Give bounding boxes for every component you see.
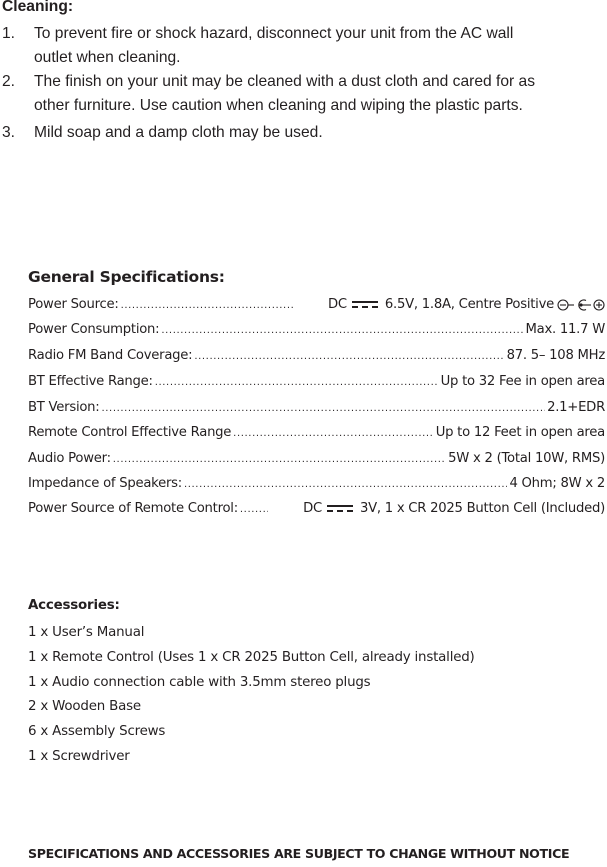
- spec-value-group: [303, 499, 605, 519]
- spec-row: [28, 346, 605, 366]
- dc-current-icon: [327, 504, 353, 514]
- list-item: 1 x Audio connection cable with 3.5mm stereo plugs: [28, 675, 371, 690]
- spec-row: [28, 320, 605, 340]
- item-number: 1.: [2, 25, 16, 42]
- dc-label: DC: [327, 297, 347, 312]
- item-text: To prevent fire or shock hazard, disconnect your unit from the AC wall: [34, 25, 514, 42]
- centre-positive-polarity-icon: [557, 298, 605, 312]
- spec-label: Audio Power:: [28, 451, 111, 466]
- spec-label: BT Version:: [28, 400, 100, 415]
- cleaning-item: [0, 22, 600, 70]
- spec-label: Power Consumption:: [28, 322, 160, 337]
- leader-dots: [233, 424, 434, 444]
- leader-dots: [240, 500, 268, 520]
- leader-dots: [155, 373, 439, 393]
- spec-value: Up to 12 Feet in open area: [435, 425, 605, 440]
- item-number: 2.: [2, 73, 16, 90]
- spec-label: Power Source:: [28, 297, 119, 312]
- leader-dots: [194, 347, 504, 367]
- spec-row: [28, 499, 605, 519]
- list-item: 2 x Wooden Base: [28, 699, 141, 714]
- spec-value: 4 Ohm; 8W x 2: [509, 476, 605, 491]
- spec-row: [28, 295, 605, 315]
- dc-label: DC: [303, 501, 322, 516]
- spec-row: [28, 474, 605, 494]
- item-text: The finish on your unit may be cleaned with a dust cloth and cared for as: [34, 73, 536, 90]
- spec-value: 87. 5– 108 MHz: [506, 348, 605, 363]
- spec-label: Radio FM Band Coverage:: [28, 348, 193, 363]
- item-number: 3.: [2, 124, 16, 141]
- spec-label: Remote Control Effective Range: [28, 425, 232, 440]
- leader-dots: [121, 296, 293, 316]
- spec-label: BT Effective Range:: [28, 374, 153, 389]
- cleaning-item: [0, 121, 600, 145]
- dc-current-icon: [352, 300, 378, 310]
- item-text: Mild soap and a damp cloth may be used.: [34, 124, 323, 141]
- list-item: 6 x Assembly Screws: [28, 724, 166, 739]
- leader-dots: [161, 321, 523, 341]
- list-item: 1 x Screwdriver: [28, 749, 130, 764]
- leader-dots: [113, 450, 446, 470]
- leader-dots: [101, 399, 545, 419]
- item-text: other furniture. Use caution when cleaning and wiping the plastic parts.: [34, 97, 523, 114]
- spec-row: [28, 372, 605, 392]
- list-item: 1 x User’s Manual: [28, 625, 145, 640]
- spec-value: Max. 11.7 W: [525, 322, 605, 337]
- spec-value: 5W x 2 (Total 10W, RMS): [448, 451, 605, 466]
- spec-label: Impedance of Speakers:: [28, 476, 182, 491]
- spec-value: Up to 32 Fee in open area: [440, 374, 605, 389]
- accessories-title: Accessories:: [28, 598, 120, 613]
- spec-value: 6.5V, 1.8A, Centre Positive: [384, 297, 554, 312]
- item-text: outlet when cleaning.: [34, 49, 181, 66]
- cleaning-item: [0, 70, 600, 118]
- spec-value: 3V, 1 x CR 2025 Button Cell (Included): [359, 501, 605, 516]
- list-item: 1 x Remote Control (Uses 1 x CR 2025 Button Cell, already installed): [28, 650, 475, 665]
- specifications-title: General Specifications:: [28, 268, 225, 286]
- change-notice: SPECIFICATIONS AND ACCESSORIES ARE SUBJECT TO CHANGE WITHOUT NOTICE: [28, 846, 570, 861]
- spec-row: [28, 449, 605, 469]
- spec-row: [28, 398, 605, 418]
- spec-row: [28, 423, 605, 443]
- leader-dots: [184, 475, 507, 495]
- cleaning-title: Cleaning:: [2, 0, 74, 15]
- spec-value-group: [328, 295, 605, 315]
- spec-label: Power Source of Remote Control:: [28, 501, 238, 516]
- spec-value: 2.1+EDR: [547, 400, 605, 415]
